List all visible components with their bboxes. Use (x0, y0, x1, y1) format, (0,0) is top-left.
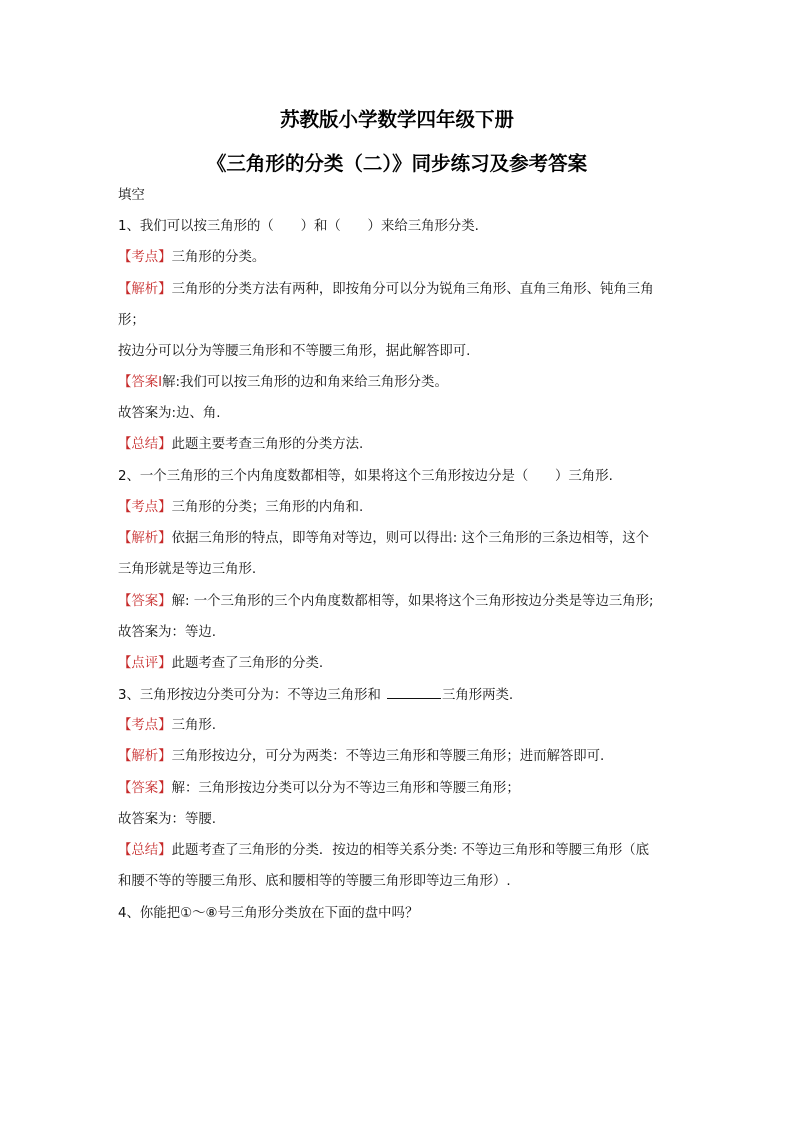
q2-answer-tag: 【答案】 (118, 594, 172, 609)
q2-comment-text: 此题考查了三角形的分类. (171, 656, 324, 671)
q2-comment-tag: 【点评】 (118, 656, 172, 671)
q3-kaodian (118, 717, 216, 735)
q1-jiexi (118, 281, 654, 299)
q3-jiexi-tag: 【解析】 (118, 749, 172, 764)
q1-summary (118, 436, 363, 454)
section-heading: 填空 (118, 188, 145, 203)
q3-question (118, 686, 513, 705)
q3-question-part-b: 三角形两类. (441, 688, 514, 703)
q3-question-part-a: 3、三角形按边分类可分为：不等边三角形和 (118, 688, 381, 703)
q3-answer (118, 780, 520, 798)
q2-answer-line-2: 故答案为：等边. (118, 625, 216, 640)
q1-kaodian-text: 三角形的分类。 (171, 250, 266, 265)
q2-question: 2、一个三角形的三个内角度数都相等，如果将这个三角形按边分是（ ）三角形. (118, 469, 613, 484)
q3-answer-blank (387, 686, 441, 699)
q2-jiexi-text: 依据三角形的特点，即等角对等边，则可以得出: 这个三角形的三条边相等，这个 (171, 531, 649, 546)
q3-jiexi (118, 748, 604, 766)
q1-answer (118, 374, 448, 392)
q3-answer-line-2: 故答案为：等腰. (118, 812, 216, 827)
q2-comment (118, 655, 323, 673)
q1-jiexi-text: 三角形的分类方法有两种，即按角分可以分为锐角三角形、直角三角形、钝角三角 (171, 282, 654, 297)
q1-jiexi-line-2: 形； (118, 313, 145, 328)
q2-kaodian (118, 499, 363, 517)
q3-summary-line-2: 和腰不等的等腰三角形、底和腰相等的等腰三角形即等边三角形）. (118, 874, 511, 889)
q1-answer-text: 解:我们可以按三角形的边和角来给三角形分类。 (162, 375, 448, 390)
q2-answer (118, 593, 654, 611)
q3-answer-tag: 【答案】 (118, 781, 172, 796)
title-line-2: 《三角形的分类（二）》同步练习及参考答案 (206, 152, 588, 175)
q2-jiexi-line-2: 三角形就是等边三角形. (118, 562, 257, 577)
q2-kaodian-tag: 【考点】 (118, 500, 172, 515)
q2-jiexi (118, 530, 649, 548)
q2-jiexi-tag: 【解析】 (118, 531, 172, 546)
q3-kaodian-text: 三角形. (171, 718, 216, 733)
q1-summary-text: 此题主要考查三角形的分类方法. (171, 437, 364, 452)
q3-jiexi-text: 三角形按边分，可分为两类：不等边三角形和等腰三角形；进而解答即可. (171, 749, 605, 764)
q1-kaodian-tag: 【考点】 (118, 250, 172, 265)
q3-answer-text: 解：三角形按边分类可以分为不等边三角形和等腰三角形； (171, 781, 520, 796)
q4-question: 4、你能把①～⑧号三角形分类放在下面的盘中吗？ (118, 906, 419, 921)
q1-jiexi-tag: 【解析】 (118, 282, 172, 297)
q3-kaodian-tag: 【考点】 (118, 718, 172, 733)
q3-summary (118, 842, 649, 860)
q2-kaodian-text: 三角形的分类；三角形的内角和. (171, 500, 364, 515)
q1-answer-line-2: 故答案为:边、角. (118, 406, 221, 421)
q3-summary-text: 此题考查了三角形的分类．按边的相等关系分类: 不等边三角形和等腰三角形（底 (171, 843, 649, 858)
q1-answer-tag: 【答案Ⅰ (118, 375, 163, 390)
q1-question: 1、我们可以按三角形的（ ）和（ ）来给三角形分类. (118, 219, 479, 234)
q2-answer-text: 解: 一个三角形的三个内角度数都相等，如果将这个三角形按边分类是等边三角形; (171, 594, 654, 609)
title-line-1: 苏教版小学数学四年级下册 (279, 108, 514, 131)
q3-summary-tag: 【总结】 (118, 843, 172, 858)
q1-jiexi-line-3: 按边分可以分为等腰三角形和不等腰三角形，据此解答即可. (118, 344, 471, 359)
q1-summary-tag: 【总结】 (118, 437, 172, 452)
q1-kaodian (118, 249, 265, 267)
